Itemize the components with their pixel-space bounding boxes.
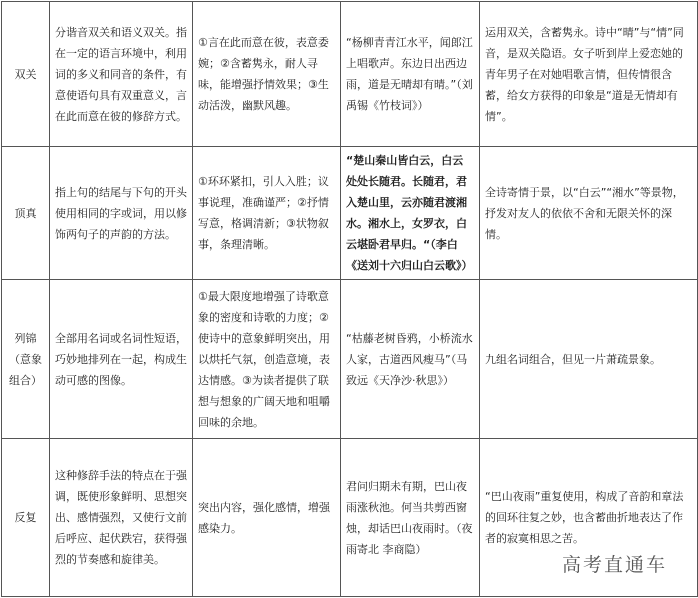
analysis-cell: 全诗寄情于景，以“白云”“湘水”等景物，抒发对友人的依依不舍和无限关怀的深情。 — [480, 147, 698, 280]
table-row — [2, 280, 698, 439]
example-cell: “杨柳青青江水平，闻郎江上唱歌声。东边日出西边雨，道是无晴却有晴。”（刘禹锡《竹枝词》） — [341, 2, 480, 147]
example-cell: 君问归期未有期，巴山夜雨涨秋池。何当共剪西窗烛，却话巴山夜雨时。（夜雨寄北 李商隐） — [341, 439, 480, 597]
analysis-cell: “巴山夜雨”重复使用，构成了音韵和章法的回环往复之妙，也含蓄曲折地表达了作者的寂寞相思之苦。 — [480, 439, 698, 597]
effect-cell: ①言在此而意在彼，表意委婉；②含蓄隽永，耐人寻味，能增强抒情效果；③生动活泼，幽默风趣。 — [193, 2, 341, 147]
example-cell: “楚山秦山皆白云，白云处处长随君。长随君，君入楚山里，云亦随君渡湘水。湘水上，女罗衣，白云堪卧君早归。“（李白《送刘十六归山白云歌》） — [341, 147, 480, 280]
device-name-cell: 列锦（意象组合） — [2, 280, 50, 439]
effect-cell: ①环环紧扣，引人入胜；议事说理，准确谨严；②抒情写意，格调清新；③状物叙事，条理清晰。 — [193, 147, 341, 280]
effect-cell: 突出内容，强化感情，增强感染力。 — [193, 439, 341, 597]
example-cell: “枯藤老树昏鸦，小桥流水人家，古道西风瘦马”（马致远《天净沙·秋思》） — [341, 280, 480, 439]
definition-cell: 指上句的结尾与下句的开头使用相同的字或词，用以修饰两句子的声韵的方法。 — [50, 147, 193, 280]
rhetoric-table — [1, 1, 698, 597]
definition-cell: 全部用名词或名词性短语，巧妙地排列在一起，构成生动可感的图像。 — [50, 280, 193, 439]
definition-cell: 分谐音双关和语义双关。指在一定的语言环境中，利用词的多义和同音的条件，有意使语句具有双重意义，言在此而意在彼的修辞方式。 — [50, 2, 193, 147]
definition-cell: 这种修辞手法的特点在于强调，既使形象鲜明、思想突出、感情强烈，又使行文前后呼应、起伏跌宕，获得强烈的节奏感和旋律美。 — [50, 439, 193, 597]
analysis-cell: 九组名词组合，但见一片萧疏景象。 — [480, 280, 698, 439]
watermark-text: 高考直通车 — [560, 550, 669, 577]
table-row — [2, 147, 698, 280]
analysis-cell: 运用双关，含蓄隽永。诗中“晴”与“情”同音，是双关隐语。女子听到岸上爱恋她的青年男子在对她唱歌言情，但传情很含蓄，给女方获得的印象是“道是无情却有情”。 — [480, 2, 698, 147]
device-name-cell: 顶真 — [2, 147, 50, 280]
effect-cell: ①最大限度地增强了诗歌意象的密度和诗歌的力度；②使诗中的意象鲜明突出，用以烘托气氛，创造意境，表达情感。③为读者提供了联想与想象的广阔天地和咀嚼回味的余地。 — [193, 280, 341, 439]
device-name-cell: 双关 — [2, 2, 50, 147]
table-row — [2, 2, 698, 147]
device-name-cell: 反复 — [2, 439, 50, 597]
